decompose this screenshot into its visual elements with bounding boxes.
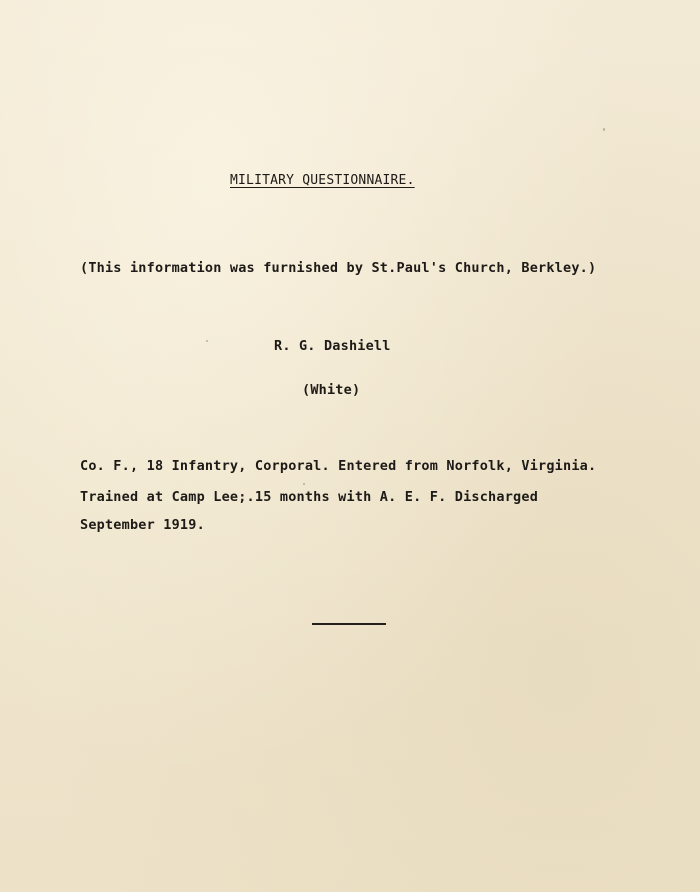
paper-speck: [206, 340, 208, 342]
soldier-name: R. G. Dashiell: [274, 338, 391, 354]
source-note: (This information was furnished by St.Paul's Church, Berkley.): [80, 260, 597, 276]
paper-speck: [303, 483, 305, 485]
document-title: MILITARY QUESTIONNAIRE.: [230, 173, 415, 188]
end-rule: [312, 623, 386, 625]
soldier-race: (White): [302, 382, 361, 398]
service-record-line: September 1919.: [80, 517, 205, 533]
service-record-line: Trained at Camp Lee;.15 months with A. E. F. Discharged: [80, 489, 539, 505]
paper-speck: [603, 128, 605, 131]
service-record-line: Co. F., 18 Infantry, Corporal. Entered from Norfolk, Virginia.: [80, 458, 597, 474]
